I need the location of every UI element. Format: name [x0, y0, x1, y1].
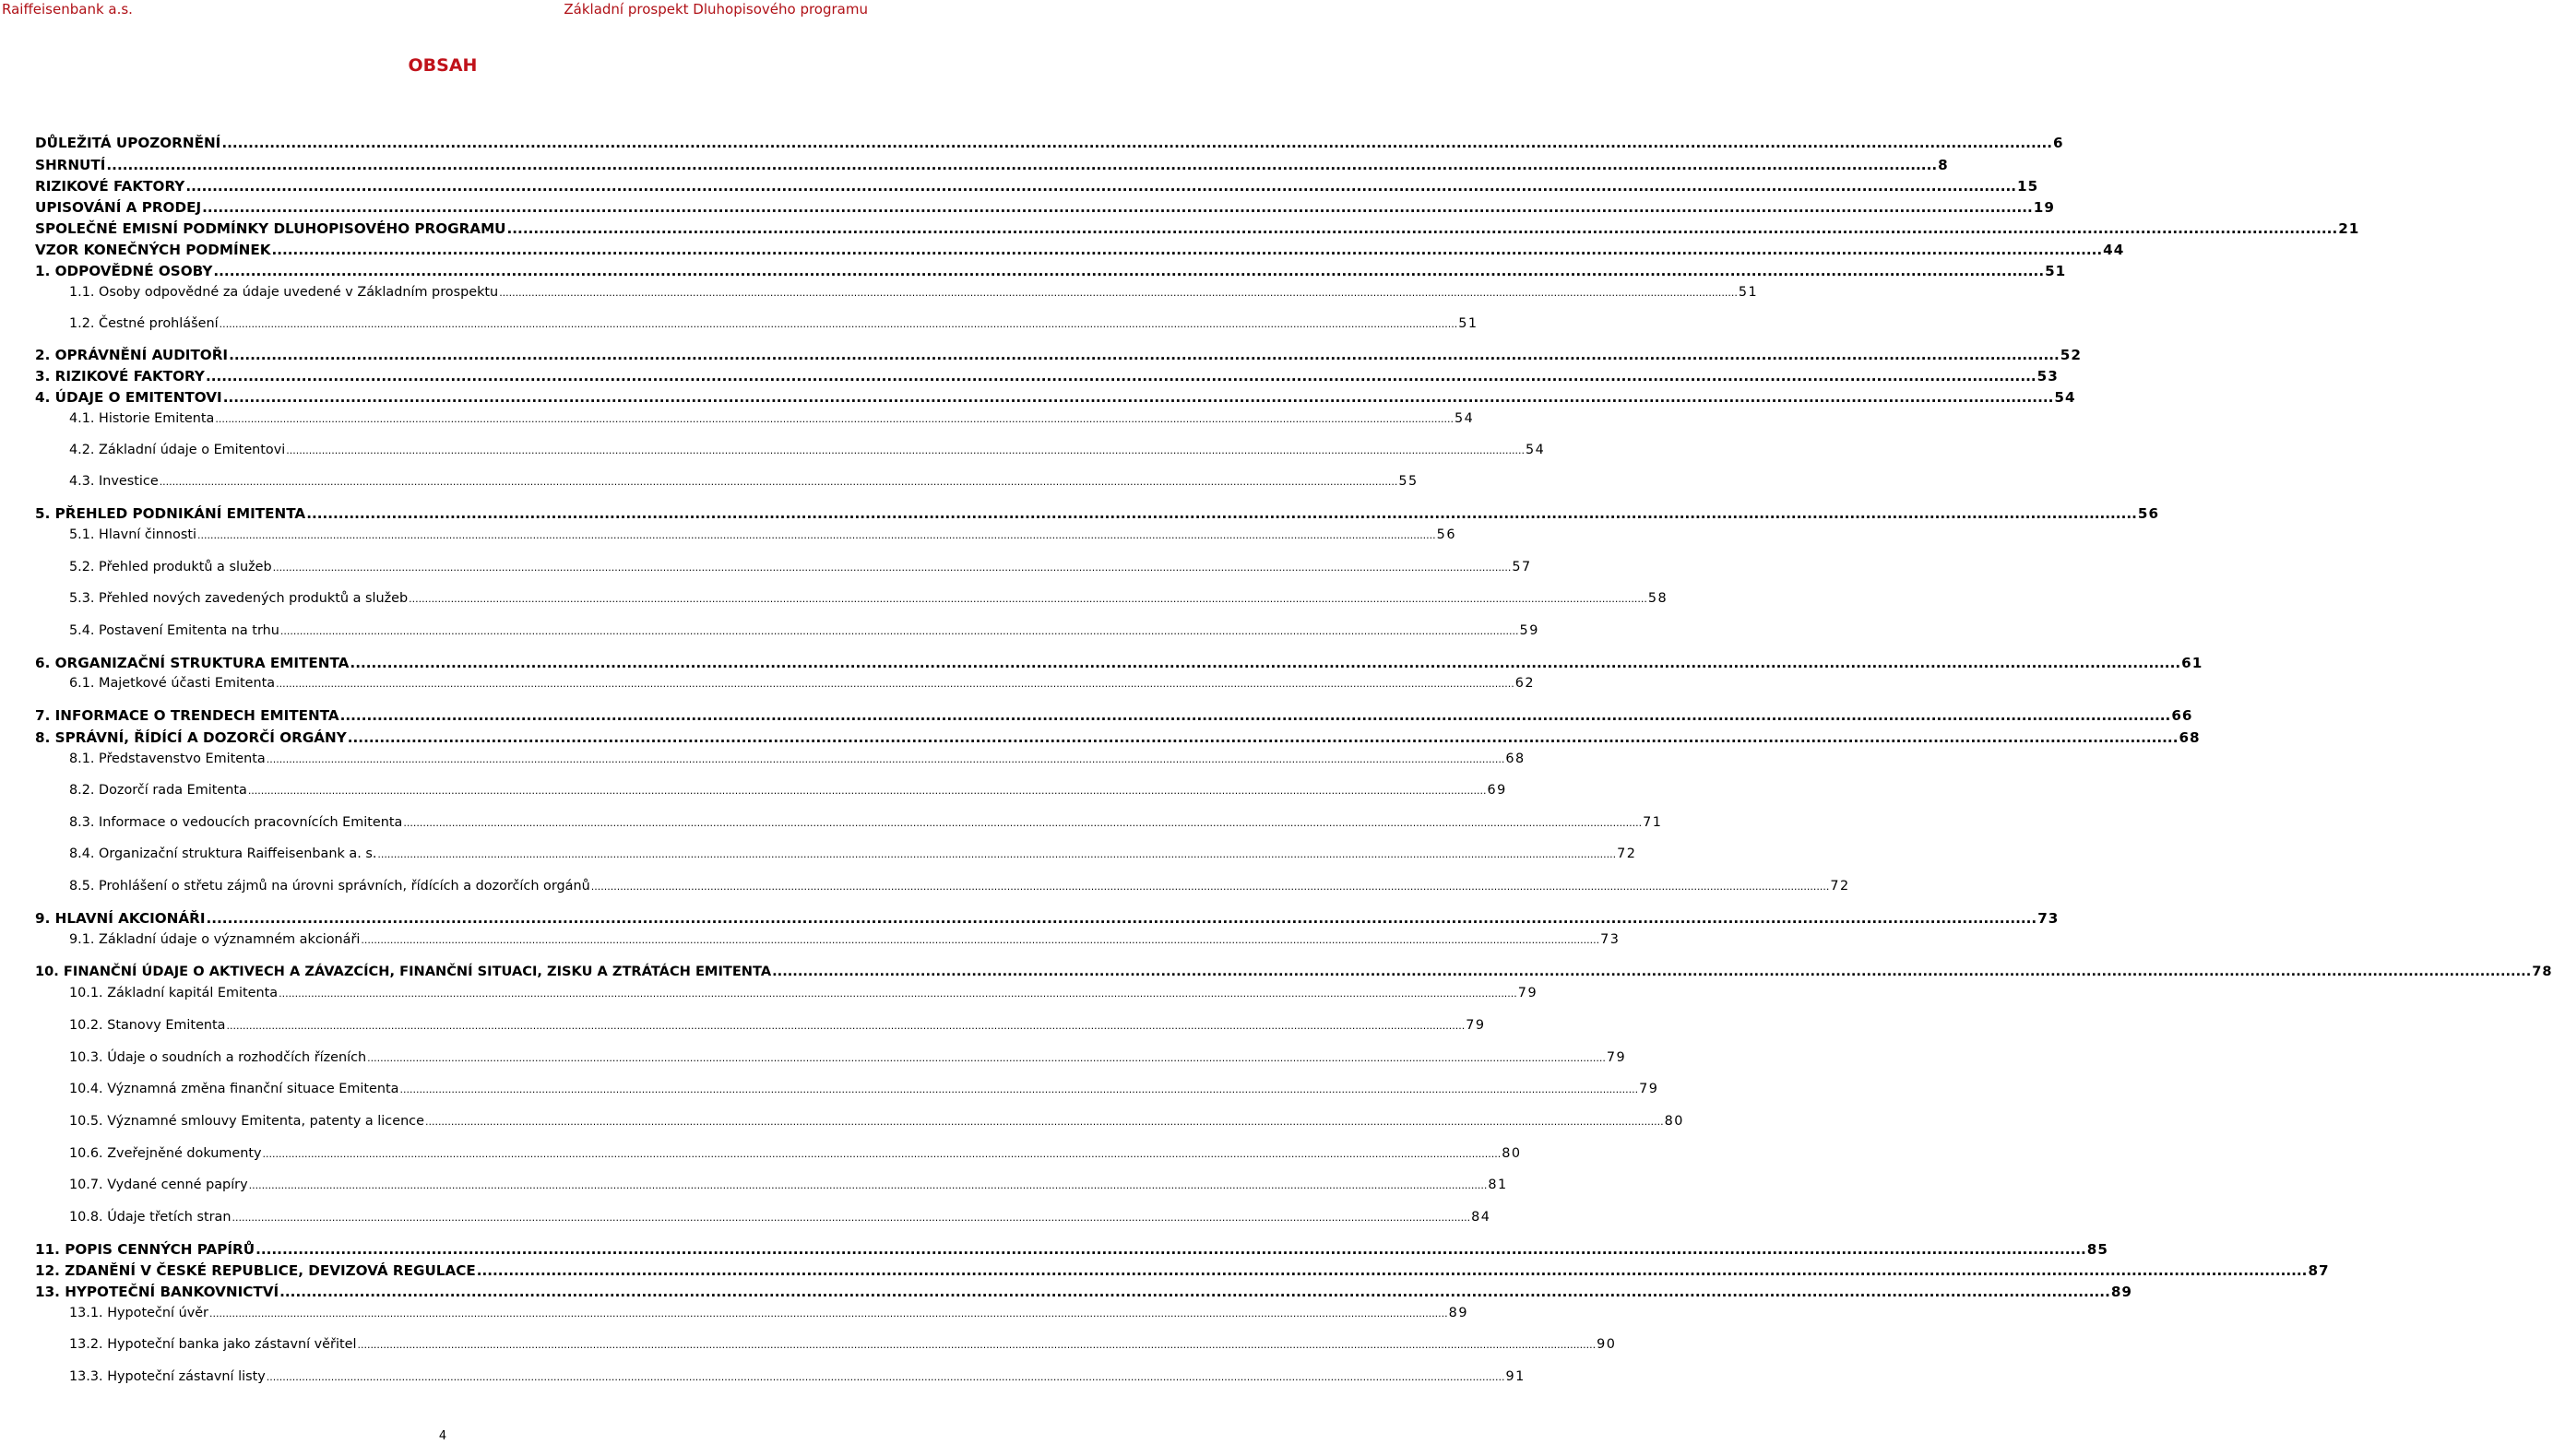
toc-dot-leader	[276, 676, 1514, 691]
toc-entry-label: 4.3. Investice	[69, 474, 159, 489]
toc-entry-page: 78	[2532, 964, 2553, 979]
toc-entry-subsection[interactable]	[69, 815, 1663, 830]
toc-entry-page: 85	[2086, 1241, 2108, 1258]
toc-entry-subsection[interactable]	[69, 846, 1637, 861]
toc-entry-label: 9.1. Základní údaje o významném akcionáři	[69, 932, 361, 947]
toc-dot-leader	[229, 347, 2060, 363]
toc-dot-leader	[221, 135, 2052, 151]
toc-entry-label: 10.2. Stanovy Emitenta	[69, 1018, 226, 1033]
toc-entry-subsection[interactable]	[69, 1178, 1508, 1192]
toc-dot-leader	[223, 389, 2054, 406]
toc-dot-leader	[209, 1306, 1448, 1320]
toc-entry-page: 91	[1505, 1369, 1526, 1384]
toc-entry-section[interactable]	[35, 368, 2059, 385]
toc-entry-subsection[interactable]	[69, 591, 1668, 606]
toc-entry-page: 72	[1617, 846, 1637, 861]
toc-entry-subsection[interactable]	[69, 986, 1538, 1000]
toc-entry-section[interactable]	[35, 1241, 2108, 1258]
toc-dot-leader	[232, 1210, 1470, 1225]
toc-entry-page: 57	[1512, 560, 1532, 574]
toc-entry-subsection[interactable]	[69, 1050, 1627, 1065]
toc-entry-label: 8.3. Informace o vedoucích pracovnících Emitenta	[69, 815, 403, 830]
toc-entry-subsection[interactable]	[69, 411, 1475, 426]
toc-dot-leader	[425, 1114, 1664, 1129]
toc-dot-leader	[207, 910, 2037, 927]
toc-entry-subsection[interactable]	[69, 474, 1419, 489]
toc-entry-subsection[interactable]	[69, 783, 1507, 798]
toc-entry-page: 54	[1525, 443, 1546, 457]
toc-entry-page: 79	[1466, 1018, 1486, 1033]
toc-dot-leader	[350, 655, 2180, 671]
toc-entry-subsection[interactable]	[69, 1369, 1526, 1384]
toc-entry-section[interactable]	[35, 505, 2160, 522]
toc-entry-page: 56	[2137, 505, 2160, 522]
toc-dot-leader	[206, 368, 2036, 385]
toc-entry-section[interactable]	[35, 135, 2064, 151]
toc-entry-label: 1.1. Osoby odpovědné za údaje uvedené v Základním prospektu	[69, 285, 499, 300]
toc-dot-leader	[361, 932, 1599, 947]
toc-dot-leader	[267, 1369, 1505, 1384]
toc-entry-page: 69	[1487, 783, 1507, 798]
toc-dot-leader	[279, 1284, 2110, 1300]
toc-entry-page: 68	[1505, 752, 1526, 766]
toc-entry-page: 56	[1436, 527, 1456, 542]
toc-entry-page: 87	[2308, 1262, 2330, 1279]
toc-entry-label: 6.1. Majetkové účasti Emitenta	[69, 676, 276, 691]
toc-entry-subsection[interactable]	[69, 1018, 1486, 1033]
toc-entry-section[interactable]	[35, 1262, 2330, 1279]
toc-entry-page: 80	[1664, 1114, 1684, 1129]
toc-entry-section[interactable]	[35, 220, 2360, 237]
toc-entry-section[interactable]	[35, 199, 2055, 216]
toc-entry-page: 54	[2054, 389, 2076, 406]
toc-dot-leader	[249, 1178, 1488, 1192]
toc-entry-label: UPISOVÁNÍ A PRODEJ	[35, 199, 202, 216]
toc-entry-page: 66	[2171, 707, 2193, 724]
toc-dot-leader	[263, 1146, 1502, 1161]
toc-entry-page: 89	[1448, 1306, 1468, 1320]
toc-entry-label: DŮLEŽITÁ UPOZORNĚNÍ	[35, 135, 221, 151]
toc-entry-label: 4.1. Historie Emitenta	[69, 411, 215, 426]
toc-entry-page: 58	[1647, 591, 1668, 606]
toc-entry-section[interactable]	[35, 1284, 2132, 1300]
toc-entry-label: 5.4. Postavení Emitenta na trhu	[69, 623, 279, 638]
toc-entry-label: 2. OPRÁVNĚNÍ AUDITOŘI	[35, 347, 229, 363]
toc-entry-label: 10.8. Údaje třetích stran	[69, 1210, 232, 1225]
toc-entry-label: 8.2. Dozorčí rada Emitenta	[69, 783, 247, 798]
toc-entry-subsection[interactable]	[69, 1146, 1522, 1161]
toc-dot-leader	[106, 157, 1937, 173]
toc-entry-section[interactable]	[35, 964, 2553, 979]
header-document-title: Základní prospekt Dluhopisového programu	[564, 1, 868, 18]
toc-entry-label: 4. ÚDAJE O EMITENTOVI	[35, 389, 222, 406]
toc-entry-page: 59	[1519, 623, 1539, 638]
toc-dot-leader	[591, 879, 1830, 894]
toc-entry-subsection[interactable]	[69, 676, 1536, 691]
toc-entry-page: 51	[1458, 316, 1478, 331]
toc-entry-label: 13. HYPOTEČNÍ BANKOVNICTVÍ	[35, 1284, 279, 1300]
toc-dot-leader	[348, 729, 2179, 746]
toc-entry-page: 54	[1455, 411, 1475, 426]
toc-entry-subsection[interactable]	[69, 285, 1759, 300]
toc-entry-label: 1. ODPOVĚDNÉ OSOBY	[35, 263, 213, 279]
toc-dot-leader	[215, 411, 1454, 426]
toc-entry-label: 13.3. Hypoteční zástavní listy	[69, 1369, 266, 1384]
toc-dot-leader	[306, 505, 2137, 522]
toc-dot-leader	[403, 815, 1642, 830]
toc-entry-label: 5.3. Přehled nových zavedených produktů a služeb	[69, 591, 409, 606]
toc-dot-leader	[279, 986, 1517, 1000]
toc-entry-page: 19	[2033, 199, 2055, 216]
toc-entry-section[interactable]	[35, 655, 2203, 671]
toc-dot-leader	[286, 443, 1525, 457]
toc-entry-page: 68	[2179, 729, 2201, 746]
toc-entry-section[interactable]	[35, 389, 2076, 406]
toc-entry-label: 5. PŘEHLED PODNIKÁNÍ EMITENTA	[35, 505, 306, 522]
toc-entry-page: 6	[2053, 135, 2064, 151]
toc-dot-leader	[160, 474, 1398, 489]
toc-dot-leader	[399, 1082, 1638, 1096]
toc-entry-section[interactable]	[35, 729, 2201, 746]
toc-entry-subsection[interactable]	[69, 752, 1526, 766]
toc-entry-subsection[interactable]	[69, 932, 1621, 947]
toc-entry-subsection[interactable]	[69, 443, 1546, 457]
toc-entry-subsection[interactable]	[69, 1210, 1491, 1225]
toc-entry-page: 51	[1738, 285, 1759, 300]
toc-dot-leader	[357, 1337, 1596, 1352]
toc-entry-label: 8.5. Prohlášení o střetu zájmů na úrovni správních, řídících a dozorčích orgánů	[69, 879, 590, 894]
toc-dot-leader	[280, 623, 1519, 638]
toc-entry-label: 10.6. Zveřejněné dokumenty	[69, 1146, 262, 1161]
toc-entry-page: 79	[1639, 1082, 1659, 1096]
toc-dot-leader	[248, 783, 1487, 798]
toc-entry-label: 10.7. Vydané cenné papíry	[69, 1178, 248, 1192]
toc-entry-label: 3. RIZIKOVÉ FAKTORY	[35, 368, 205, 385]
toc-entry-page: 61	[2181, 655, 2203, 671]
toc-entry-page: 73	[2037, 910, 2060, 927]
page-number: 4	[438, 1429, 447, 1443]
toc-entry-label: SHRNUTÍ	[35, 157, 106, 173]
toc-entry-label: 10. FINANČNÍ ÚDAJE O AKTIVECH A ZÁVAZCÍCH, FINANČNÍ SITUACI, ZISKU A ZTRÁTÁCH EMITENTA	[35, 964, 772, 979]
toc-entry-subsection[interactable]	[69, 560, 1532, 574]
toc-dot-leader	[255, 1241, 2086, 1258]
toc-entry-page: 21	[2338, 220, 2360, 237]
toc-dot-leader	[227, 1018, 1466, 1033]
toc-entry-page: 55	[1398, 474, 1419, 489]
toc-entry-page: 72	[1830, 879, 1850, 894]
toc-dot-leader	[340, 707, 2171, 724]
toc-entry-subsection[interactable]	[69, 1114, 1684, 1129]
toc-entry-label: 13.1. Hypoteční úvěr	[69, 1306, 208, 1320]
toc-entry-subsection[interactable]	[69, 1082, 1659, 1096]
toc-entry-label: VZOR KONEČNÝCH PODMÍNEK	[35, 242, 271, 258]
toc-entry-label: 10.4. Významná změna finanční situace Emitenta	[69, 1082, 399, 1096]
toc-dot-leader	[507, 220, 2338, 237]
header-company-name: Raiffeisenbank a.s.	[2, 1, 133, 18]
toc-entry-label: 5.1. Hlavní činnosti	[69, 527, 196, 542]
page-title: OBSAH	[408, 55, 478, 76]
toc-entry-label: 12. ZDANĚNÍ V ČESKÉ REPUBLICE, DEVIZOVÁ REGULACE	[35, 1262, 476, 1279]
toc-entry-section[interactable]	[35, 707, 2193, 724]
toc-entry-label: 8.1. Představenstvo Emitenta	[69, 752, 266, 766]
toc-entry-page: 53	[2036, 368, 2059, 385]
toc-entry-page: 44	[2103, 242, 2125, 258]
toc-entry-section[interactable]	[35, 242, 2125, 258]
toc-dot-leader	[499, 285, 1738, 300]
toc-dot-leader	[185, 178, 2016, 195]
toc-entry-label: 6. ORGANIZAČNÍ STRUKTURA EMITENTA	[35, 655, 350, 671]
toc-entry-label: 13.2. Hypoteční banka jako zástavní věřitel	[69, 1337, 357, 1352]
toc-entry-section[interactable]	[35, 178, 2039, 195]
toc-dot-leader	[202, 199, 2033, 216]
toc-dot-leader	[477, 1262, 2308, 1279]
toc-dot-leader	[220, 316, 1458, 331]
toc-entry-page: 52	[2060, 347, 2082, 363]
toc-entry-subsection[interactable]	[69, 316, 1478, 331]
toc-entry-page: 71	[1643, 815, 1663, 830]
toc-entry-subsection[interactable]	[69, 623, 1539, 638]
toc-dot-leader	[267, 752, 1505, 766]
toc-entry-subsection[interactable]	[69, 1337, 1617, 1352]
toc-entry-subsection[interactable]	[69, 879, 1850, 894]
toc-dot-leader	[213, 263, 2044, 279]
toc-dot-leader	[409, 591, 1647, 606]
toc-dot-leader	[273, 560, 1512, 574]
toc-entry-label: SPOLEČNÉ EMISNÍ PODMÍNKY DLUHOPISOVÉHO PROGRAMU	[35, 220, 506, 237]
toc-entry-page: 15	[2017, 178, 2039, 195]
toc-entry-page: 84	[1471, 1210, 1491, 1225]
toc-entry-label: 9. HLAVNÍ AKCIONÁŘI	[35, 910, 206, 927]
toc-entry-label: 10.1. Základní kapitál Emitenta	[69, 986, 279, 1000]
toc-entry-page: 62	[1514, 676, 1536, 691]
toc-entry-section[interactable]	[35, 263, 2067, 279]
toc-entry-label: 4.2. Základní údaje o Emitentovi	[69, 443, 286, 457]
toc-entry-section[interactable]	[35, 157, 1949, 173]
toc-dot-leader	[271, 242, 2102, 258]
toc-entry-label: 1.2. Čestné prohlášení	[69, 316, 219, 331]
toc-dot-leader	[367, 1050, 1606, 1065]
toc-entry-page: 79	[1517, 986, 1538, 1000]
toc-entry-label: 8. SPRÁVNÍ, ŘÍDÍCÍ A DOZORČÍ ORGÁNY	[35, 729, 347, 746]
toc-entry-label: 10.3. Údaje o soudních a rozhodčích řízeních	[69, 1050, 367, 1065]
toc-dot-leader	[772, 964, 2531, 979]
toc-entry-subsection[interactable]	[69, 1306, 1468, 1320]
toc-entry-page: 81	[1488, 1178, 1508, 1192]
toc-entry-section[interactable]	[35, 347, 2082, 363]
toc-dot-leader	[197, 527, 1436, 542]
toc-entry-page: 80	[1502, 1146, 1522, 1161]
toc-entry-label: 7. INFORMACE O TRENDECH EMITENTA	[35, 707, 339, 724]
toc-entry-subsection[interactable]	[69, 527, 1456, 542]
toc-entry-page: 8	[1938, 157, 1949, 173]
toc-dot-leader	[377, 846, 1616, 861]
toc-entry-label: 5.2. Přehled produktů a služeb	[69, 560, 272, 574]
toc-entry-section[interactable]	[35, 910, 2060, 927]
toc-entry-page: 90	[1597, 1337, 1617, 1352]
toc-entry-label: 11. POPIS CENNÝCH PAPÍRŮ	[35, 1241, 255, 1258]
toc-entry-page: 89	[2110, 1284, 2132, 1300]
toc-entry-page: 51	[2045, 263, 2067, 279]
toc-entry-page: 79	[1606, 1050, 1627, 1065]
toc-entry-label: 10.5. Významné smlouvy Emitenta, patenty a licence	[69, 1114, 424, 1129]
toc-entry-label: RIZIKOVÉ FAKTORY	[35, 178, 185, 195]
toc-entry-page: 73	[1600, 932, 1621, 947]
toc-entry-label: 8.4. Organizační struktura Raiffeisenbank a. s.	[69, 846, 377, 861]
